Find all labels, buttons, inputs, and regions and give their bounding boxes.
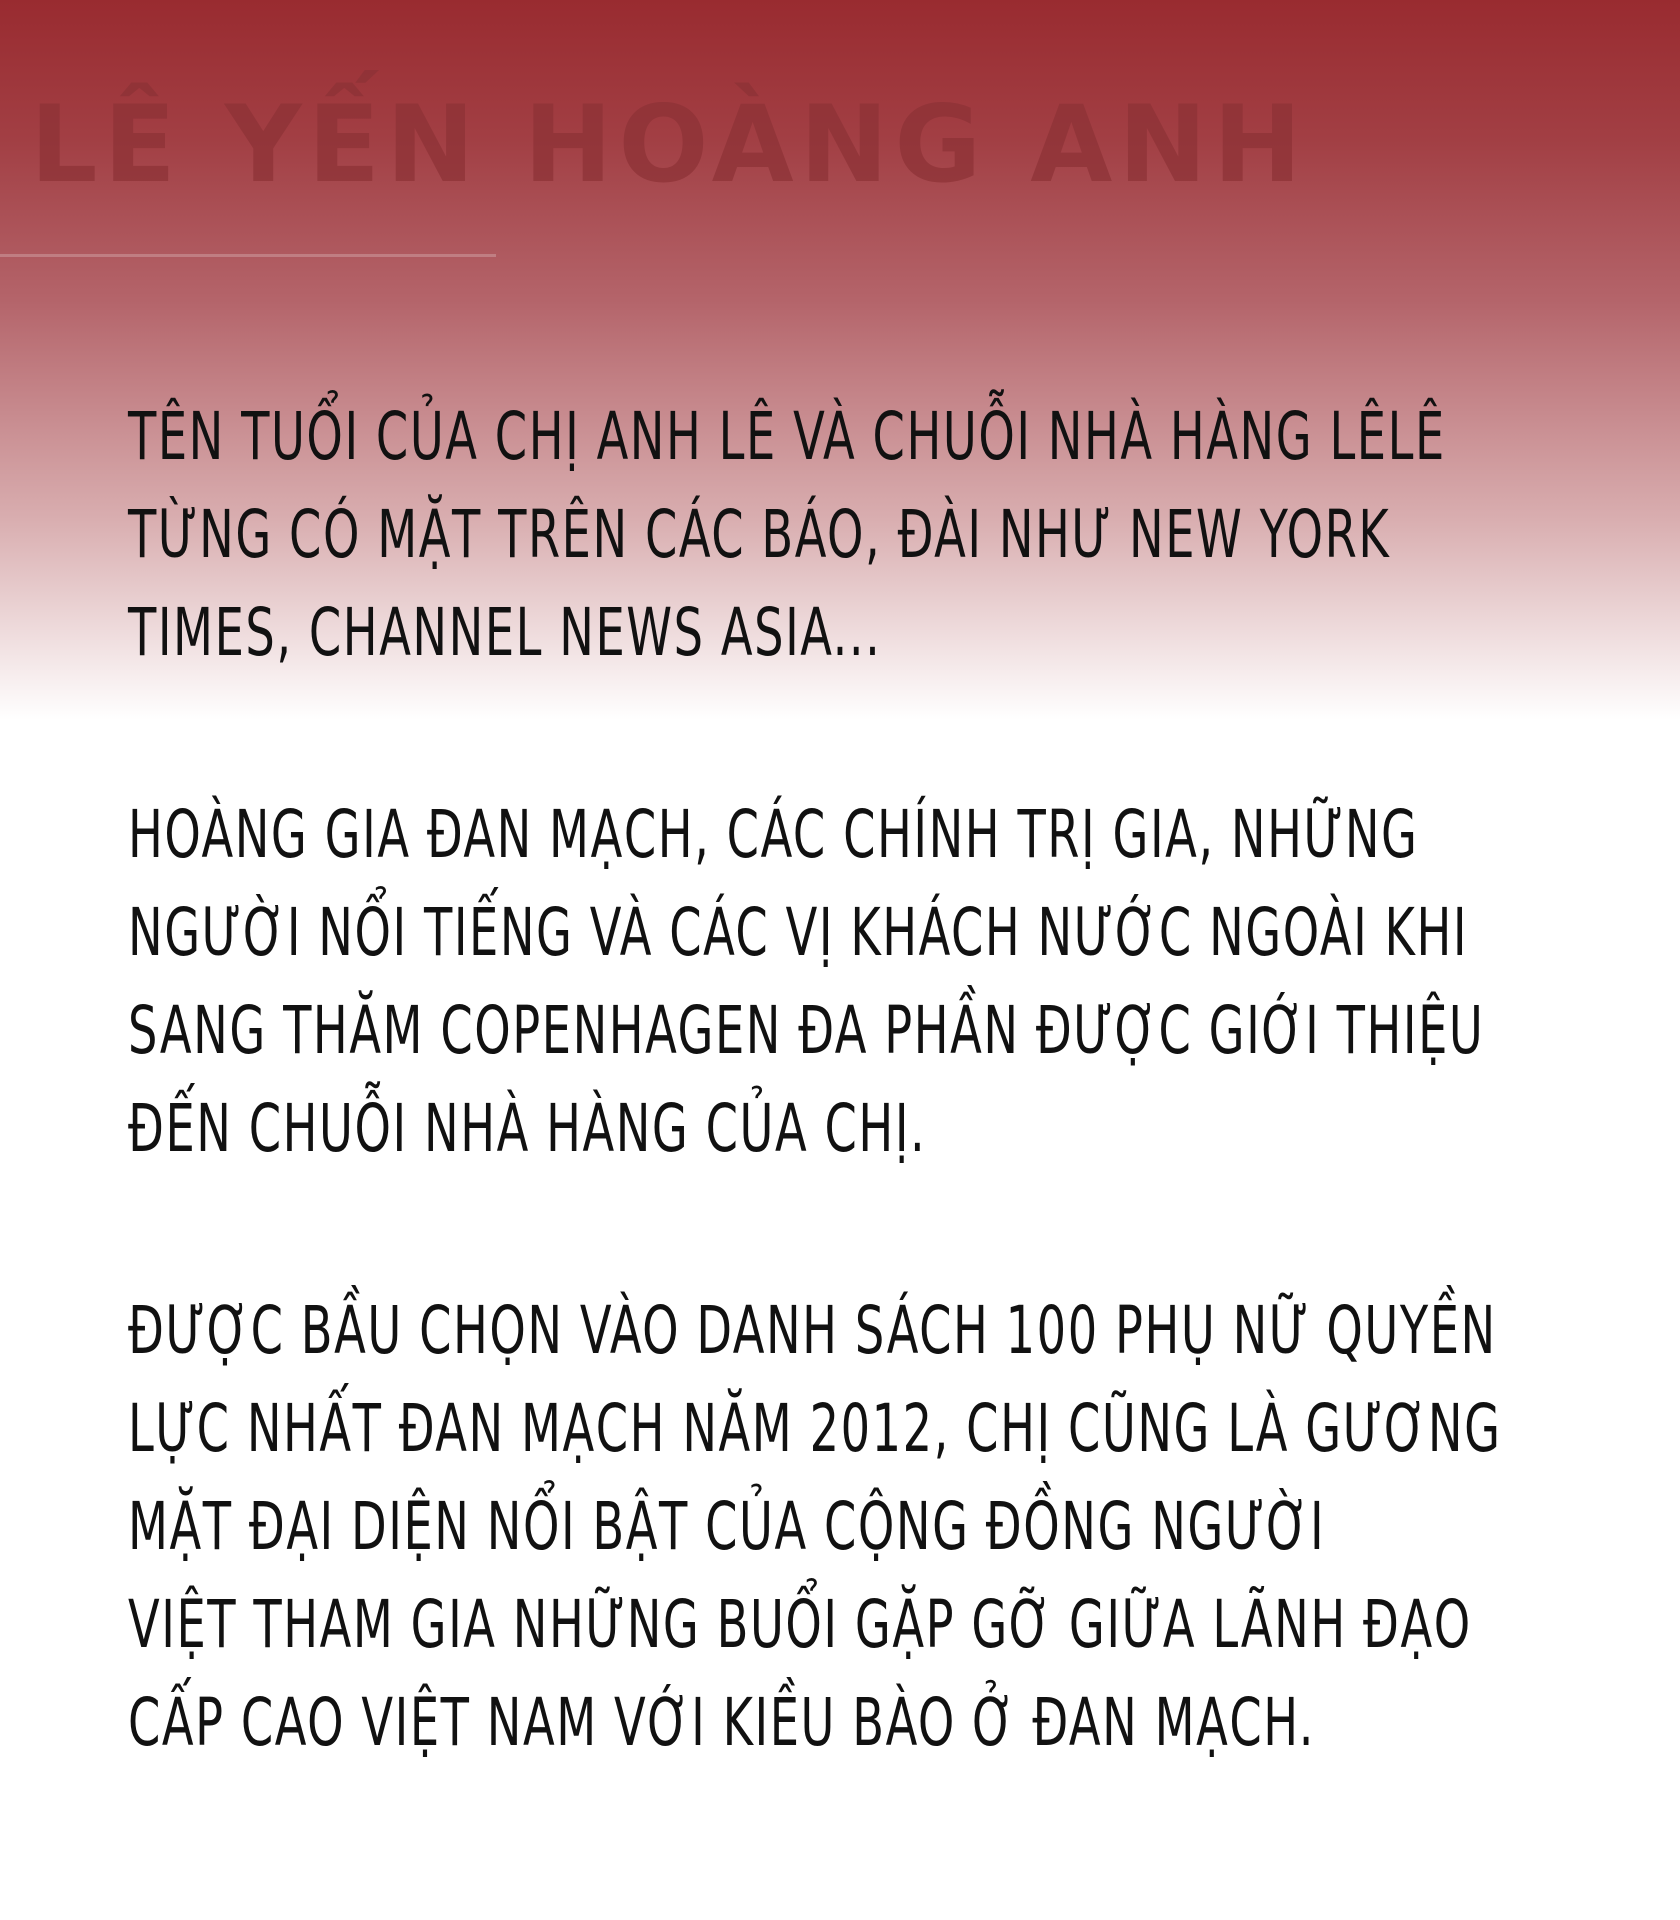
paragraph-line: TÊN TUỔI CỦA CHỊ ANH LÊ VÀ CHUỖI NHÀ HÀNG LÊLÊ bbox=[128, 398, 1446, 475]
paragraph-line: LỰC NHẤT ĐAN MẠCH NĂM 2012, CHỊ CŨNG LÀ GƯƠNG bbox=[128, 1390, 1502, 1467]
page-title: LÊ YẾN HOÀNG ANH bbox=[30, 83, 1308, 206]
paragraph-line: SANG THĂM COPENHAGEN ĐA PHẦN ĐƯỢC GIỚI THIỆU bbox=[128, 992, 1485, 1069]
paragraph-line: ĐẾN CHUỖI NHÀ HÀNG CỦA CHỊ. bbox=[128, 1090, 927, 1167]
paragraph-line: MẶT ĐẠI DIỆN NỔI BẬT CỦA CỘNG ĐỒNG NGƯỜI bbox=[128, 1488, 1326, 1565]
paragraph-line: CẤP CAO VIỆT NAM VỚI KIỀU BÀO Ở ĐAN MẠCH. bbox=[128, 1684, 1316, 1761]
paragraph-notable-guests bbox=[128, 786, 1484, 1178]
paragraph-line: ĐƯỢC BẦU CHỌN VÀO DANH SÁCH 100 PHỤ NỮ QUYỀN bbox=[128, 1292, 1497, 1369]
paragraph-line: TỪNG CÓ MẶT TRÊN CÁC BÁO, ĐÀI NHƯ NEW YORK bbox=[128, 496, 1391, 573]
paragraph-line: HOÀNG GIA ĐAN MẠCH, CÁC CHÍNH TRỊ GIA, NHỮNG bbox=[128, 796, 1419, 873]
paragraph-recognition bbox=[128, 1282, 1502, 1772]
paragraph-line: TIMES, CHANNEL NEWS ASIA... bbox=[128, 594, 882, 671]
paragraph-line: VIỆT THAM GIA NHỮNG BUỔI GẶP GỠ GIỮA LÃNH ĐẠO bbox=[128, 1586, 1472, 1663]
paragraph-media-coverage bbox=[128, 388, 1446, 682]
title-divider bbox=[0, 254, 496, 257]
paragraph-line: NGƯỜI NỔI TIẾNG VÀ CÁC VỊ KHÁCH NƯỚC NGOÀI KHI bbox=[128, 894, 1469, 971]
